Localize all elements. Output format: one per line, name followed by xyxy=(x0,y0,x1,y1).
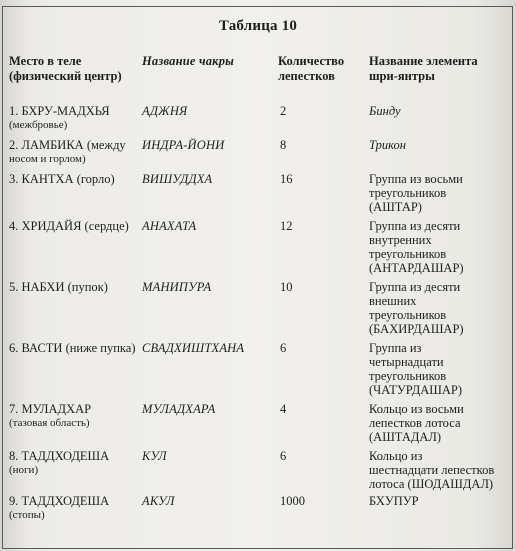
cell-element xyxy=(369,280,464,336)
cell-element-line: треугольников xyxy=(369,308,447,322)
cell-element-line: Трикон xyxy=(369,138,406,152)
cell-element xyxy=(369,138,406,152)
cell-petals: 10 xyxy=(280,280,293,294)
cell-element-line: Группа из десяти xyxy=(369,280,461,294)
cell-location xyxy=(9,172,115,186)
header-chakra xyxy=(142,54,267,69)
cell-location-line: (тазовая область) xyxy=(9,417,90,429)
header-element xyxy=(369,54,509,84)
cell-petals: 12 xyxy=(280,219,293,233)
cell-element-line: треугольников xyxy=(369,369,447,383)
cell-element-line: (АШТАР) xyxy=(369,200,422,214)
cell-element-line: Группа из десяти xyxy=(369,219,461,233)
header-location-line: Место в теле xyxy=(9,54,82,68)
cell-chakra: АНАХАТА xyxy=(142,219,197,233)
cell-chakra: СВАДХИШТХАНА xyxy=(142,341,245,355)
cell-element-line: БХУПУР xyxy=(369,494,419,508)
cell-element xyxy=(369,402,464,444)
cell-element-line: (АНТАРДАШАР) xyxy=(369,261,464,275)
cell-petals: 6 xyxy=(280,449,287,463)
cell-location-line: носом и горлом) xyxy=(9,153,86,165)
cell-chakra: МАНИПУРА xyxy=(142,280,212,294)
cell-element-line: (АШТАДАЛ) xyxy=(369,430,442,444)
cell-location-line: 2. ЛАМБИКА (между xyxy=(9,138,126,152)
header-petals-line: Количество xyxy=(278,54,345,68)
cell-chakra: ИНДРА-ЙОНИ xyxy=(142,138,225,152)
header-element-line: Название элемента xyxy=(369,54,478,68)
cell-element-line: треугольников xyxy=(369,247,447,261)
cell-element-line: (БАХИРДАШАР) xyxy=(369,322,464,336)
cell-location-line: 3. КАНТХА (горло) xyxy=(9,172,115,186)
cell-element-line: лотоса (ШОДАШДАЛ) xyxy=(369,477,494,491)
cell-location-line: 7. МУЛАДХАР xyxy=(9,402,92,416)
cell-element-line: треугольников xyxy=(369,186,447,200)
cell-element xyxy=(369,172,463,214)
cell-chakra: АКУЛ xyxy=(142,494,175,508)
cell-location-line: (стопы) xyxy=(9,509,45,521)
cell-location-line: 9. ТАДДХОДЕША xyxy=(9,494,110,508)
cell-location-line: 4. ХРИДАЙЯ (сердце) xyxy=(9,219,129,233)
cell-element-line: Бинду xyxy=(369,104,401,118)
header-petals xyxy=(278,54,366,84)
cell-petals: 16 xyxy=(280,172,293,186)
table-title: Таблица 10 xyxy=(218,18,298,34)
cell-element-line: Группа из xyxy=(369,341,422,355)
cell-petals: 2 xyxy=(280,104,287,118)
cell-element-line: лепестков лотоса xyxy=(369,416,461,430)
cell-chakra: КУЛ xyxy=(142,449,167,463)
cell-location xyxy=(9,449,109,477)
cell-element-line: Кольцо из xyxy=(369,449,423,463)
cell-location xyxy=(9,138,126,166)
header-location xyxy=(9,54,139,84)
cell-element-line: шестнадцати лепестков xyxy=(369,463,495,477)
cell-chakra: АДЖНЯ xyxy=(142,104,188,118)
cell-element-line: Кольцо из восьми xyxy=(369,402,464,416)
cell-element xyxy=(369,494,419,508)
cell-location xyxy=(9,219,129,233)
cell-petals: 8 xyxy=(280,138,287,152)
cell-element-line: четырнадцати xyxy=(369,355,444,369)
cell-location-line: (ноги) xyxy=(9,464,39,476)
cell-chakra: ВИШУДДХА xyxy=(142,172,213,186)
cell-element-line: внутренних xyxy=(369,233,432,247)
cell-location xyxy=(9,104,110,132)
header-element-line: шри-янтры xyxy=(369,69,435,83)
header-chakra-line: Название чакры xyxy=(142,54,235,68)
cell-location-line: (межбровье) xyxy=(9,119,68,131)
cell-petals: 4 xyxy=(280,402,287,416)
cell-element xyxy=(369,104,401,118)
cell-element xyxy=(369,219,464,275)
cell-chakra: МУЛАДХАРА xyxy=(142,402,216,416)
header-location-line: (физический центр) xyxy=(9,69,122,83)
header-petals-line: лепестков xyxy=(278,69,335,83)
cell-element-line: внешних xyxy=(369,294,417,308)
cell-element xyxy=(369,341,462,397)
cell-petals: 6 xyxy=(280,341,287,355)
cell-location-line: 1. БХРУ-МАДХЬЯ xyxy=(9,104,110,118)
cell-element-line: (ЧАТУРДАШАР) xyxy=(369,383,463,397)
cell-petals: 1000 xyxy=(280,494,305,508)
cell-location xyxy=(9,280,108,294)
cell-element-line: Группа из восьми xyxy=(369,172,463,186)
cell-element xyxy=(369,449,494,491)
cell-location xyxy=(9,341,136,355)
cell-location xyxy=(9,494,109,522)
cell-location-line: 8. ТАДДХОДЕША xyxy=(9,449,110,463)
cell-location-line: 5. НАБХИ (пупок) xyxy=(9,280,108,294)
cell-location-line: 6. ВАСТИ (ниже пупка) xyxy=(9,341,136,355)
cell-location xyxy=(9,402,91,430)
